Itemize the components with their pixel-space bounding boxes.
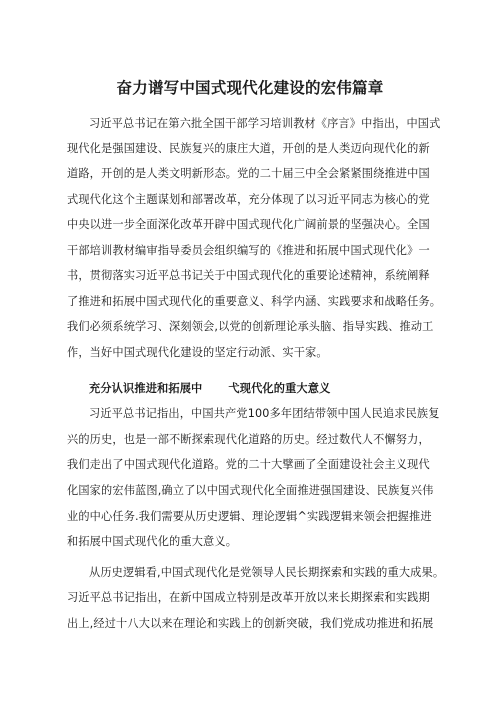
paragraph-line: 业的中心任务.我们需要从历史逻辑、理论逻辑^实践逻辑来领会把握推进 [67,510,432,523]
paragraph-line: 兴的历史，也是一部不断探索现代化道路的历史。经过数代人不懈努力， [67,433,430,446]
paragraph-line: 式现代化这个主题谋划和部署改革，充分体现了以习近平同志为核心的党 [67,193,430,206]
section-heading-part2: 弋现代化的重大意义 [228,382,331,395]
paragraph-line: 化国家的宏伟蓝图,确立了以中国式现代化全面推进强国建设、民族复兴伟 [67,484,434,497]
paragraph-line: 出上,经过十八大以来在理论和实践上的创新突破，我们党成功推进和拓展 [67,617,434,630]
document-title: 奋力谱写中国式现代化建设的宏伟篇章 [116,79,384,97]
paragraph-line: 我们走出了中国式现代化道路。党的二十大擘画了全面建设社会主义现代 [67,458,430,471]
paragraph-line: 从历史逻辑看,中国式现代化是党领导人民长期探索和实践的重大成果。 [89,566,445,579]
paragraph-line: 中央以进一步全面深化改革开辟中国式现代化广阔前景的坚强决心。全国 [67,218,430,231]
paragraph-line: 习近平总书记指出，中国共产党100多年团结带领中国人民追求民族复 [89,407,440,420]
paragraph-line: 习近平总书记在第六批全国干部学习培训教材《序言》中指出，中国式 [89,117,441,130]
paragraph-line: 了推进和拓展中国式现代化的重要意义、科学内涵、实践要求和战略任务。 [67,295,442,308]
paragraph-line: 道路，开创的是人类文明新形态。党的二十届三中全会紧紧围绕推进中国 [67,167,430,180]
paragraph-line: 作，当好中国式现代化建设的坚定行动派、实干家。 [67,346,328,359]
section-heading-part1: 充分认识推进和拓展中 [89,382,203,395]
paragraph-line: 我们必须系统学习、深刻领会,以党的创新理论承头脑、指导实践、推动工 [67,320,434,333]
paragraph-line: 书，贯彻落实习近平总书记关于中国式现代化的重要论述精神，系统阐释 [67,269,430,282]
paragraph-line: 和拓展中国式现代化的重大意义。 [67,535,238,548]
paragraph-line: 习近平总书记指出，在新中国成立特别是改革开放以来长期探索和实践期 [67,591,430,604]
paragraph-line: 干部培训教材编审指导委员会组织编写的《推进和拓展中国式现代化》一 [67,244,430,257]
section-heading [89,382,330,396]
paragraph-line: 现代化是强国建设、民族复兴的康庄大道，开创的是人类迈向现代化的新 [67,142,430,155]
